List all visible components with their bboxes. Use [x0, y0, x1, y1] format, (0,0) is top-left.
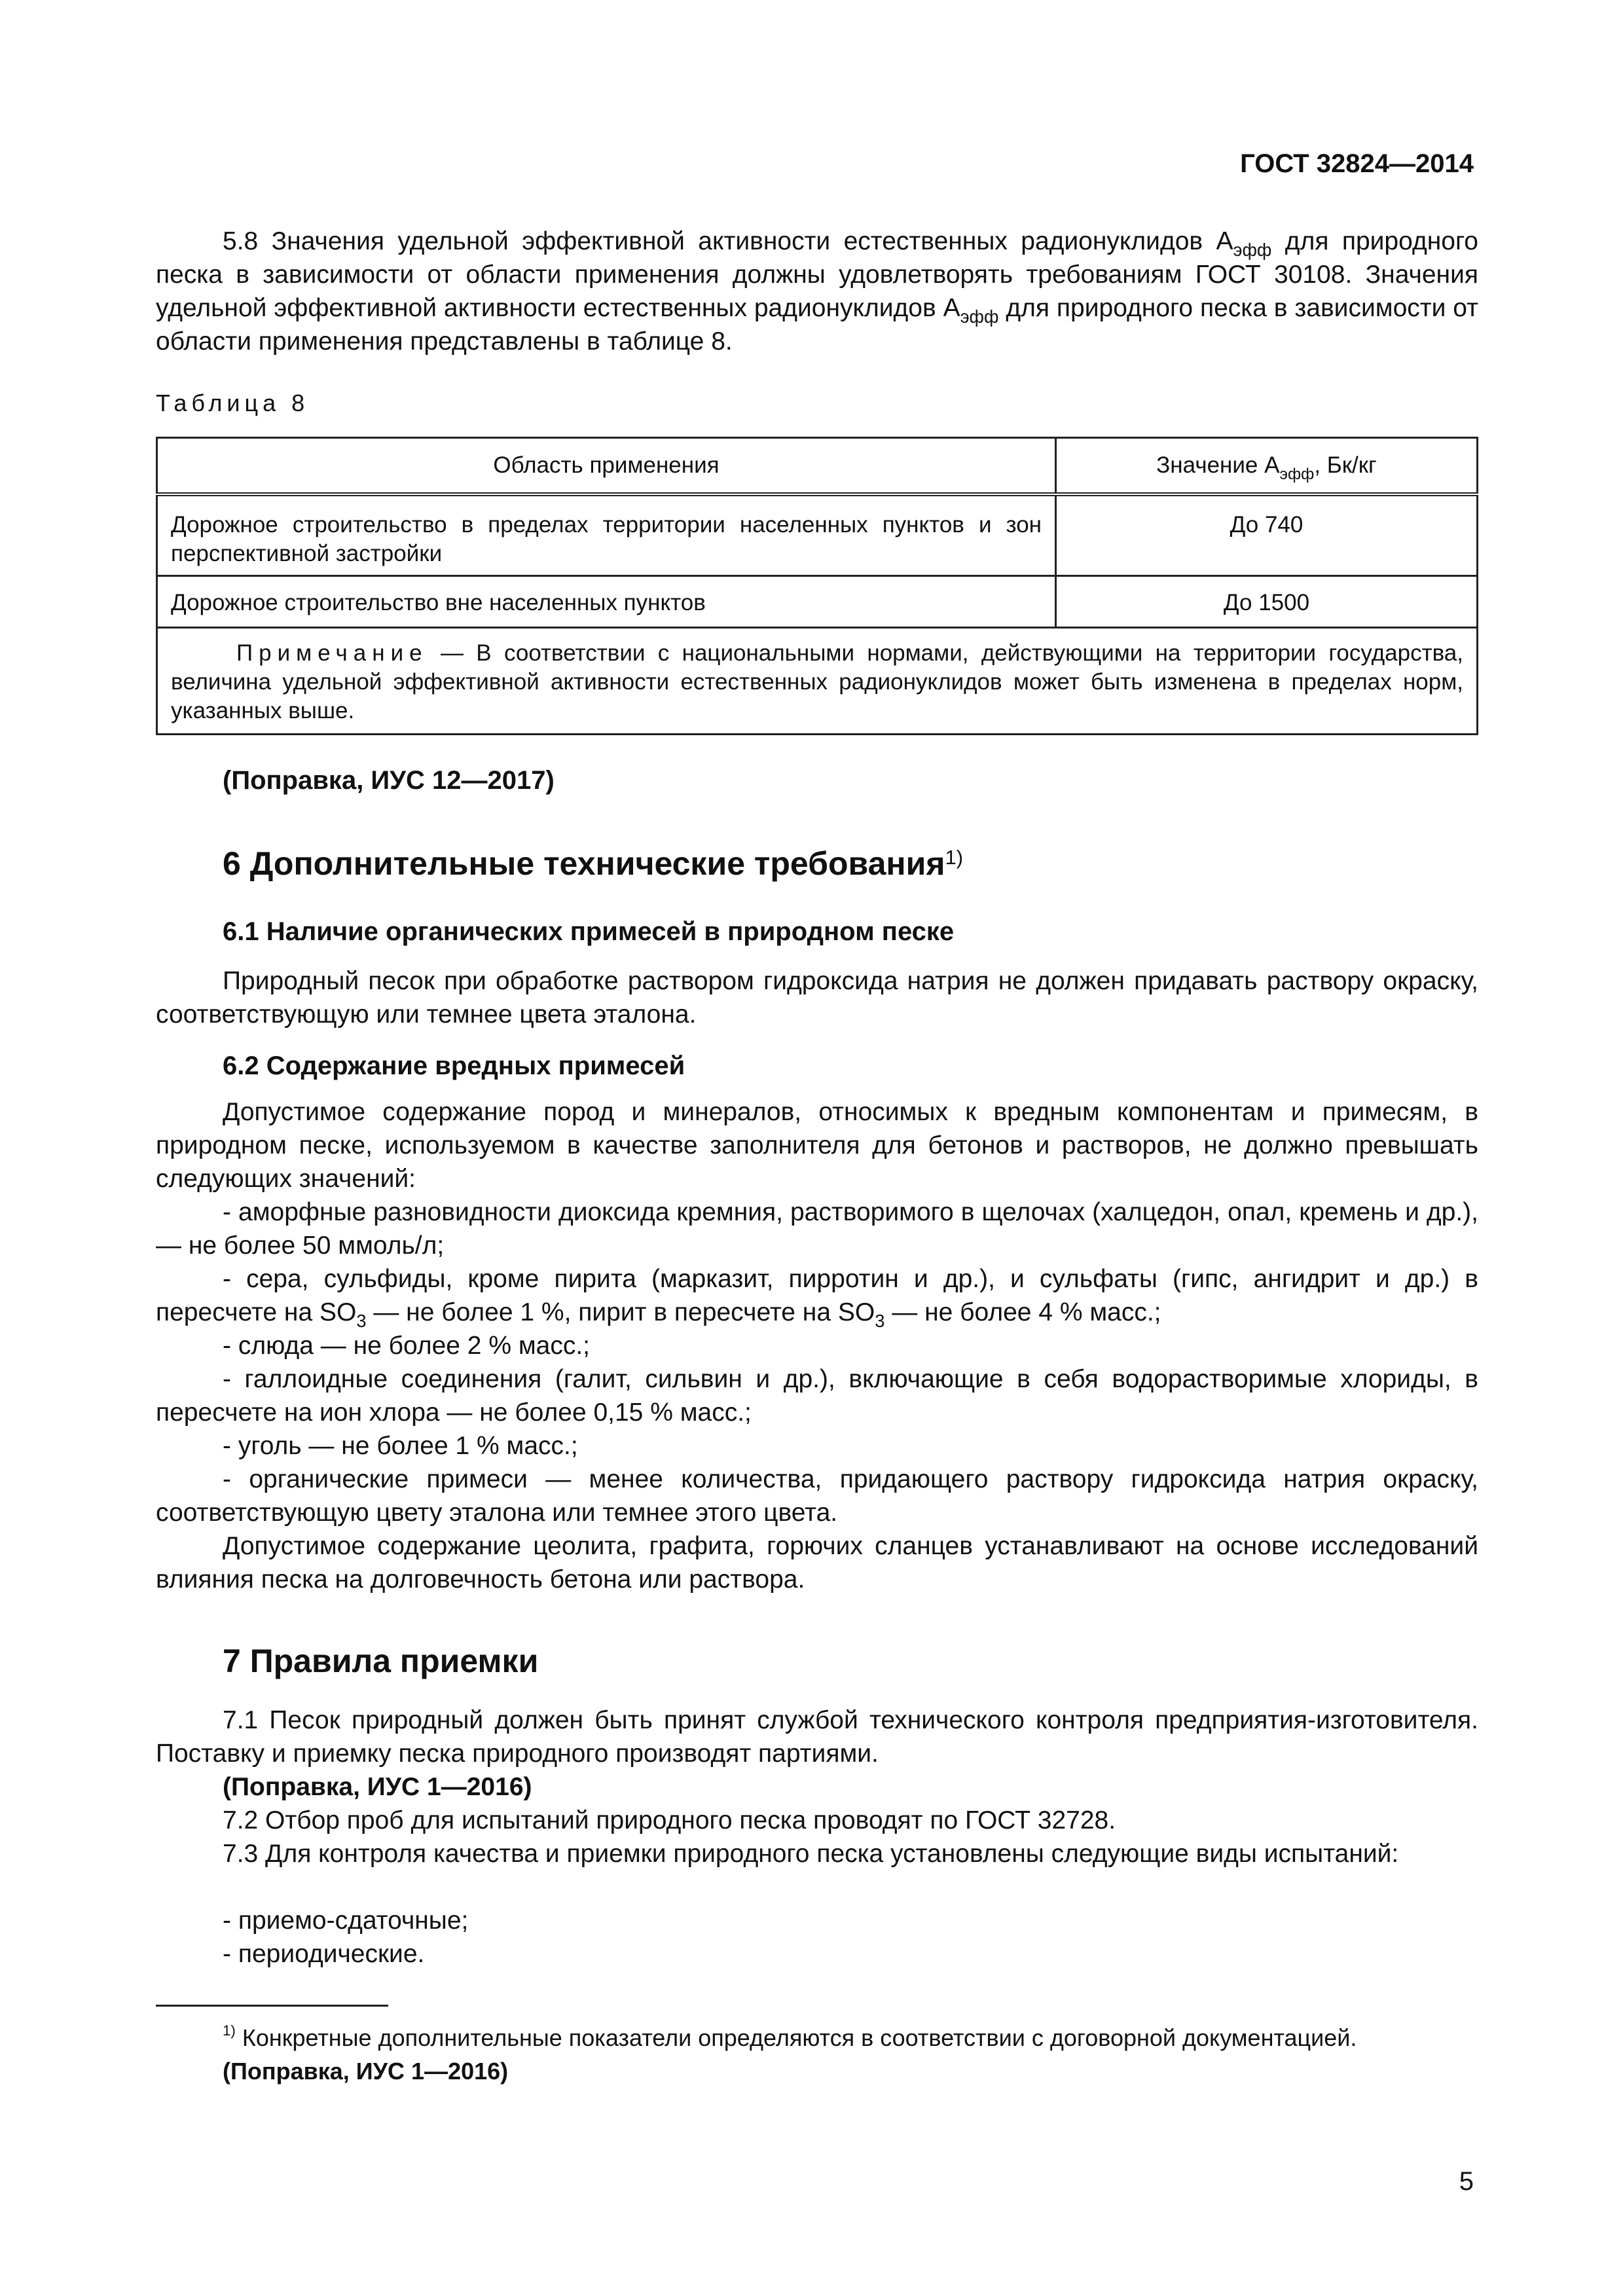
paragraph-7-2: 7.2 Отбор проб для испытаний природного песка проводят по ГОСТ 32728.: [223, 1806, 1116, 1834]
paragraph-5-8: 5.8 Значения удельной эффективной активности естественных радионуклидов $А_{эфф}$ для природного песка в зависимости от области применения должны удовлетворять требованиям ГОСТ 30108. Значения удельной эффективной активности естественных радионуклидов $А_{эфф}$ для природного песка в зависимости от области применения представлены в таблице 8.: [156, 227, 1478, 355]
col-area-header: Область применения: [157, 438, 1056, 495]
list-item: - слюда — не более 2 % масс.;: [223, 1332, 591, 1360]
list-item: - органические примеси — менее количества, придающего раствору гидроксида натрия окраску, соответствующую цвету эталона или темнее этого цвета.: [156, 1465, 1478, 1527]
table-caption: Таблица 8: [156, 390, 310, 416]
table-row: [157, 494, 1478, 576]
amendment-note: (Поправка, ИУС 12—2017): [223, 766, 555, 795]
footnote-amendment: (Поправка, ИУС 1—2016): [223, 2058, 509, 2085]
list-item: - приемо-сдаточные;: [223, 1906, 469, 1935]
section-6-2-title: 6.2 Содержание вредных примесей: [223, 1051, 685, 1080]
section-6-2-intro: Допустимое содержание пород и минералов, относимых к вредным компонентам и примесям, в природном песке, используемом в качестве заполнителя для бетонов и растворов, не должно превышать следующих значений:: [156, 1098, 1478, 1193]
section-6-title: 6 Дополнительные технические требования$^{1)}$: [223, 845, 964, 882]
footnote-divider: [156, 2005, 388, 2007]
section-6-2-outro: Допустимое содержание цеолита, графита, горючих сланцев устанавливают на основе исследований влияния песка на долговечность бетона или раствора.: [156, 1532, 1478, 1594]
section-7-title: 7 Правила приемки: [223, 1643, 539, 1679]
paragraph-7-1: 7.1 Песок природный должен быть принят службой технического контроля предприятия-изготовителя. Поставку и приемку песка природного производят партиями.: [156, 1706, 1478, 1768]
footnote-mark: 1): [223, 2022, 236, 2039]
footnote-text: $^{1)}$ Конкретные дополнительные показатели определяются в соответствии с договорной документацией.: [223, 2022, 1357, 2051]
section-6-1-title: 6.1 Наличие органических примесей в природном песке: [223, 917, 955, 946]
table-cell-value: До 1500: [1056, 576, 1478, 628]
table-note-row: [157, 628, 1478, 735]
table-row: [157, 576, 1478, 628]
table-cell-area: Дорожное строительство в пределах территории населенных пунктов и зон перспективной застройки: [157, 494, 1056, 576]
table-cell-area: Дорожное строительство вне населенных пунктов: [157, 576, 1056, 628]
list-item: - аморфные разновидности диоксида кремния, растворимого в щелочах (халцедон, опал, кремень и др.), — не более 50 ммоль/л;: [156, 1198, 1478, 1260]
amendment-note: (Поправка, ИУС 1—2016): [223, 1773, 532, 1801]
paragraph-7-3: 7.3 Для контроля качества и приемки природного песка установлены следующие виды испытаний:: [223, 1840, 1399, 1868]
page-number: 5: [1459, 2167, 1474, 2196]
col-value-header: Значение $А_{эфф}$, Бк/кг: [1056, 438, 1478, 495]
section-6-1-text: Природный песок при обработке раствором гидроксида натрия не должен придавать раствору окраску, соответствующую или темнее цвета эталона.: [156, 967, 1478, 1029]
table-8: [156, 437, 1478, 735]
table-header-row: [157, 438, 1478, 495]
list-item: - сера, сульфиды, кроме пирита (марказит, пирротин и др.), и сульфаты (гипс, ангидрит и др.) в пересчете на $SO_3$ — не более 1 %, пирит в пересчете на $SO_3$ — не более 4 % масс.;: [156, 1265, 1478, 1331]
list-item: - уголь — не более 1 % масс.;: [223, 1432, 578, 1460]
list-item: - периодические.: [223, 1940, 425, 1968]
footnote-ref: 1): [945, 846, 964, 869]
list-item: - галлоидные соединения (галит, сильвин и др.), включающие в себя водорастворимые хлориды, в пересчете на ион хлора — не более 0,15 % масс.;: [156, 1365, 1478, 1427]
doc-header-id: ГОСТ 32824—2014: [1240, 149, 1474, 178]
table-note: Примечание — В соответствии с национальными нормами, действующими на территории государства, величина удельной эффективной активности естественных радионуклидов может быть изменена в пределах норм, указанных выше.: [157, 628, 1478, 735]
table-cell-value: До 740: [1056, 494, 1478, 576]
